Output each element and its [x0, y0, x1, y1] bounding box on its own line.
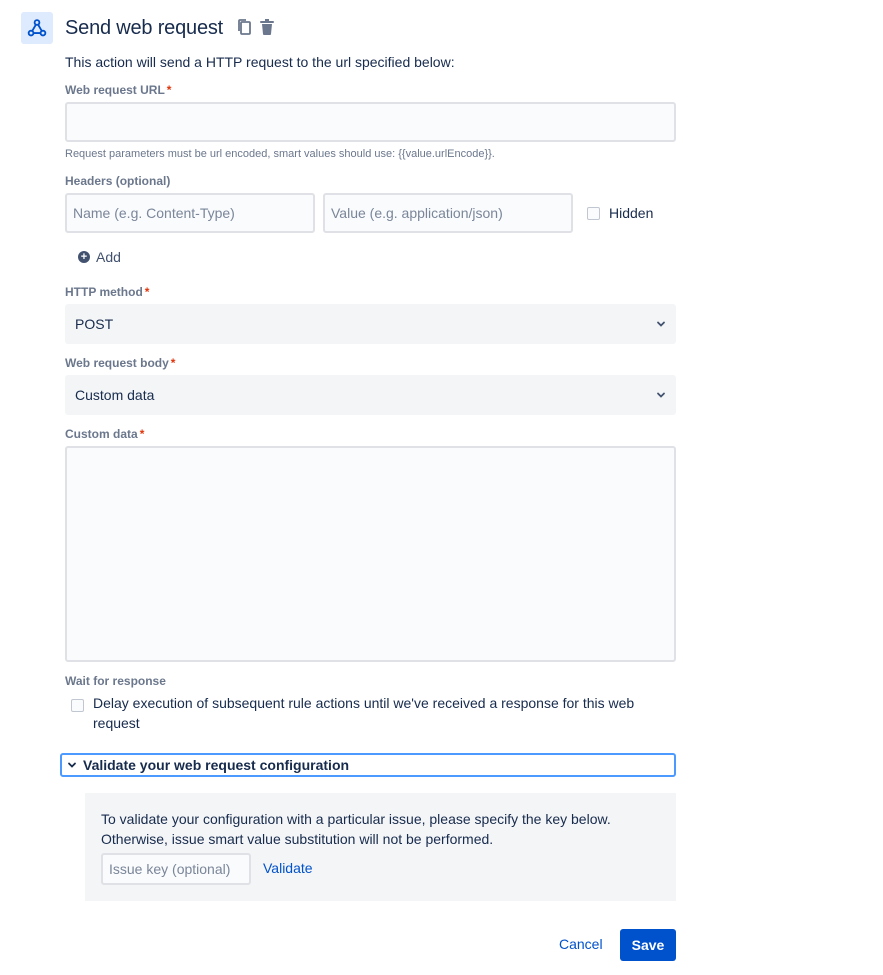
custom-data-textarea[interactable] [65, 446, 676, 662]
header-value-input[interactable] [323, 193, 573, 233]
header-name-input[interactable] [65, 193, 315, 233]
plus-circle-icon: + [78, 251, 90, 263]
chevron-down-icon [67, 760, 77, 770]
wait-checkbox-label: Delay execution of subsequent rule actions until we've received a response for this web request [93, 695, 635, 731]
url-label [65, 82, 171, 98]
wait-label: Wait for response [65, 674, 166, 688]
chevron-down-icon [656, 319, 666, 329]
headers-label: Headers (optional) [65, 174, 171, 188]
trash-icon[interactable] [258, 18, 276, 36]
issue-key-input[interactable] [101, 853, 251, 885]
url-label-text: Web request URL [65, 83, 165, 97]
required-marker: * [170, 356, 176, 370]
required-marker: * [144, 285, 150, 299]
add-label: Add [96, 249, 121, 265]
action-description: This action will send a HTTP request to the url specified below: [65, 54, 455, 70]
add-header-button[interactable] [78, 248, 121, 266]
required-marker: * [166, 83, 172, 97]
url-help-text: Request parameters must be url encoded, smart values should use: {{value.urlEncode}}. [65, 148, 495, 160]
copy-icon[interactable] [235, 18, 253, 36]
validate-button[interactable]: Validate [263, 860, 313, 876]
required-marker: * [139, 427, 145, 441]
hidden-checkbox[interactable] [587, 207, 600, 220]
validate-info: To validate your configuration with a particular issue, please specify the key below. Otherwise, issue smart value substitution will not be performed. [101, 811, 611, 847]
http-method-value: POST [75, 316, 114, 332]
hidden-label: Hidden [609, 205, 654, 221]
validate-toggle-label: Validate your web request configuration [83, 757, 350, 773]
cancel-button[interactable]: Cancel [559, 936, 603, 952]
url-input[interactable] [65, 102, 676, 142]
custom-data-label [65, 426, 144, 442]
body-value: Custom data [75, 387, 155, 403]
webhook-icon [21, 12, 53, 44]
save-button[interactable]: Save [620, 929, 676, 961]
http-method-label-text: HTTP method [65, 285, 143, 299]
http-method-select[interactable] [65, 304, 676, 344]
body-label-text: Web request body [65, 356, 169, 370]
chevron-down-icon [656, 390, 666, 400]
custom-data-label-text: Custom data [65, 427, 138, 441]
body-label [65, 355, 175, 371]
body-select[interactable] [65, 375, 676, 415]
wait-checkbox[interactable] [71, 699, 84, 712]
validate-toggle[interactable] [60, 753, 676, 777]
page-title: Send web request [65, 17, 224, 39]
http-method-label [65, 284, 149, 300]
